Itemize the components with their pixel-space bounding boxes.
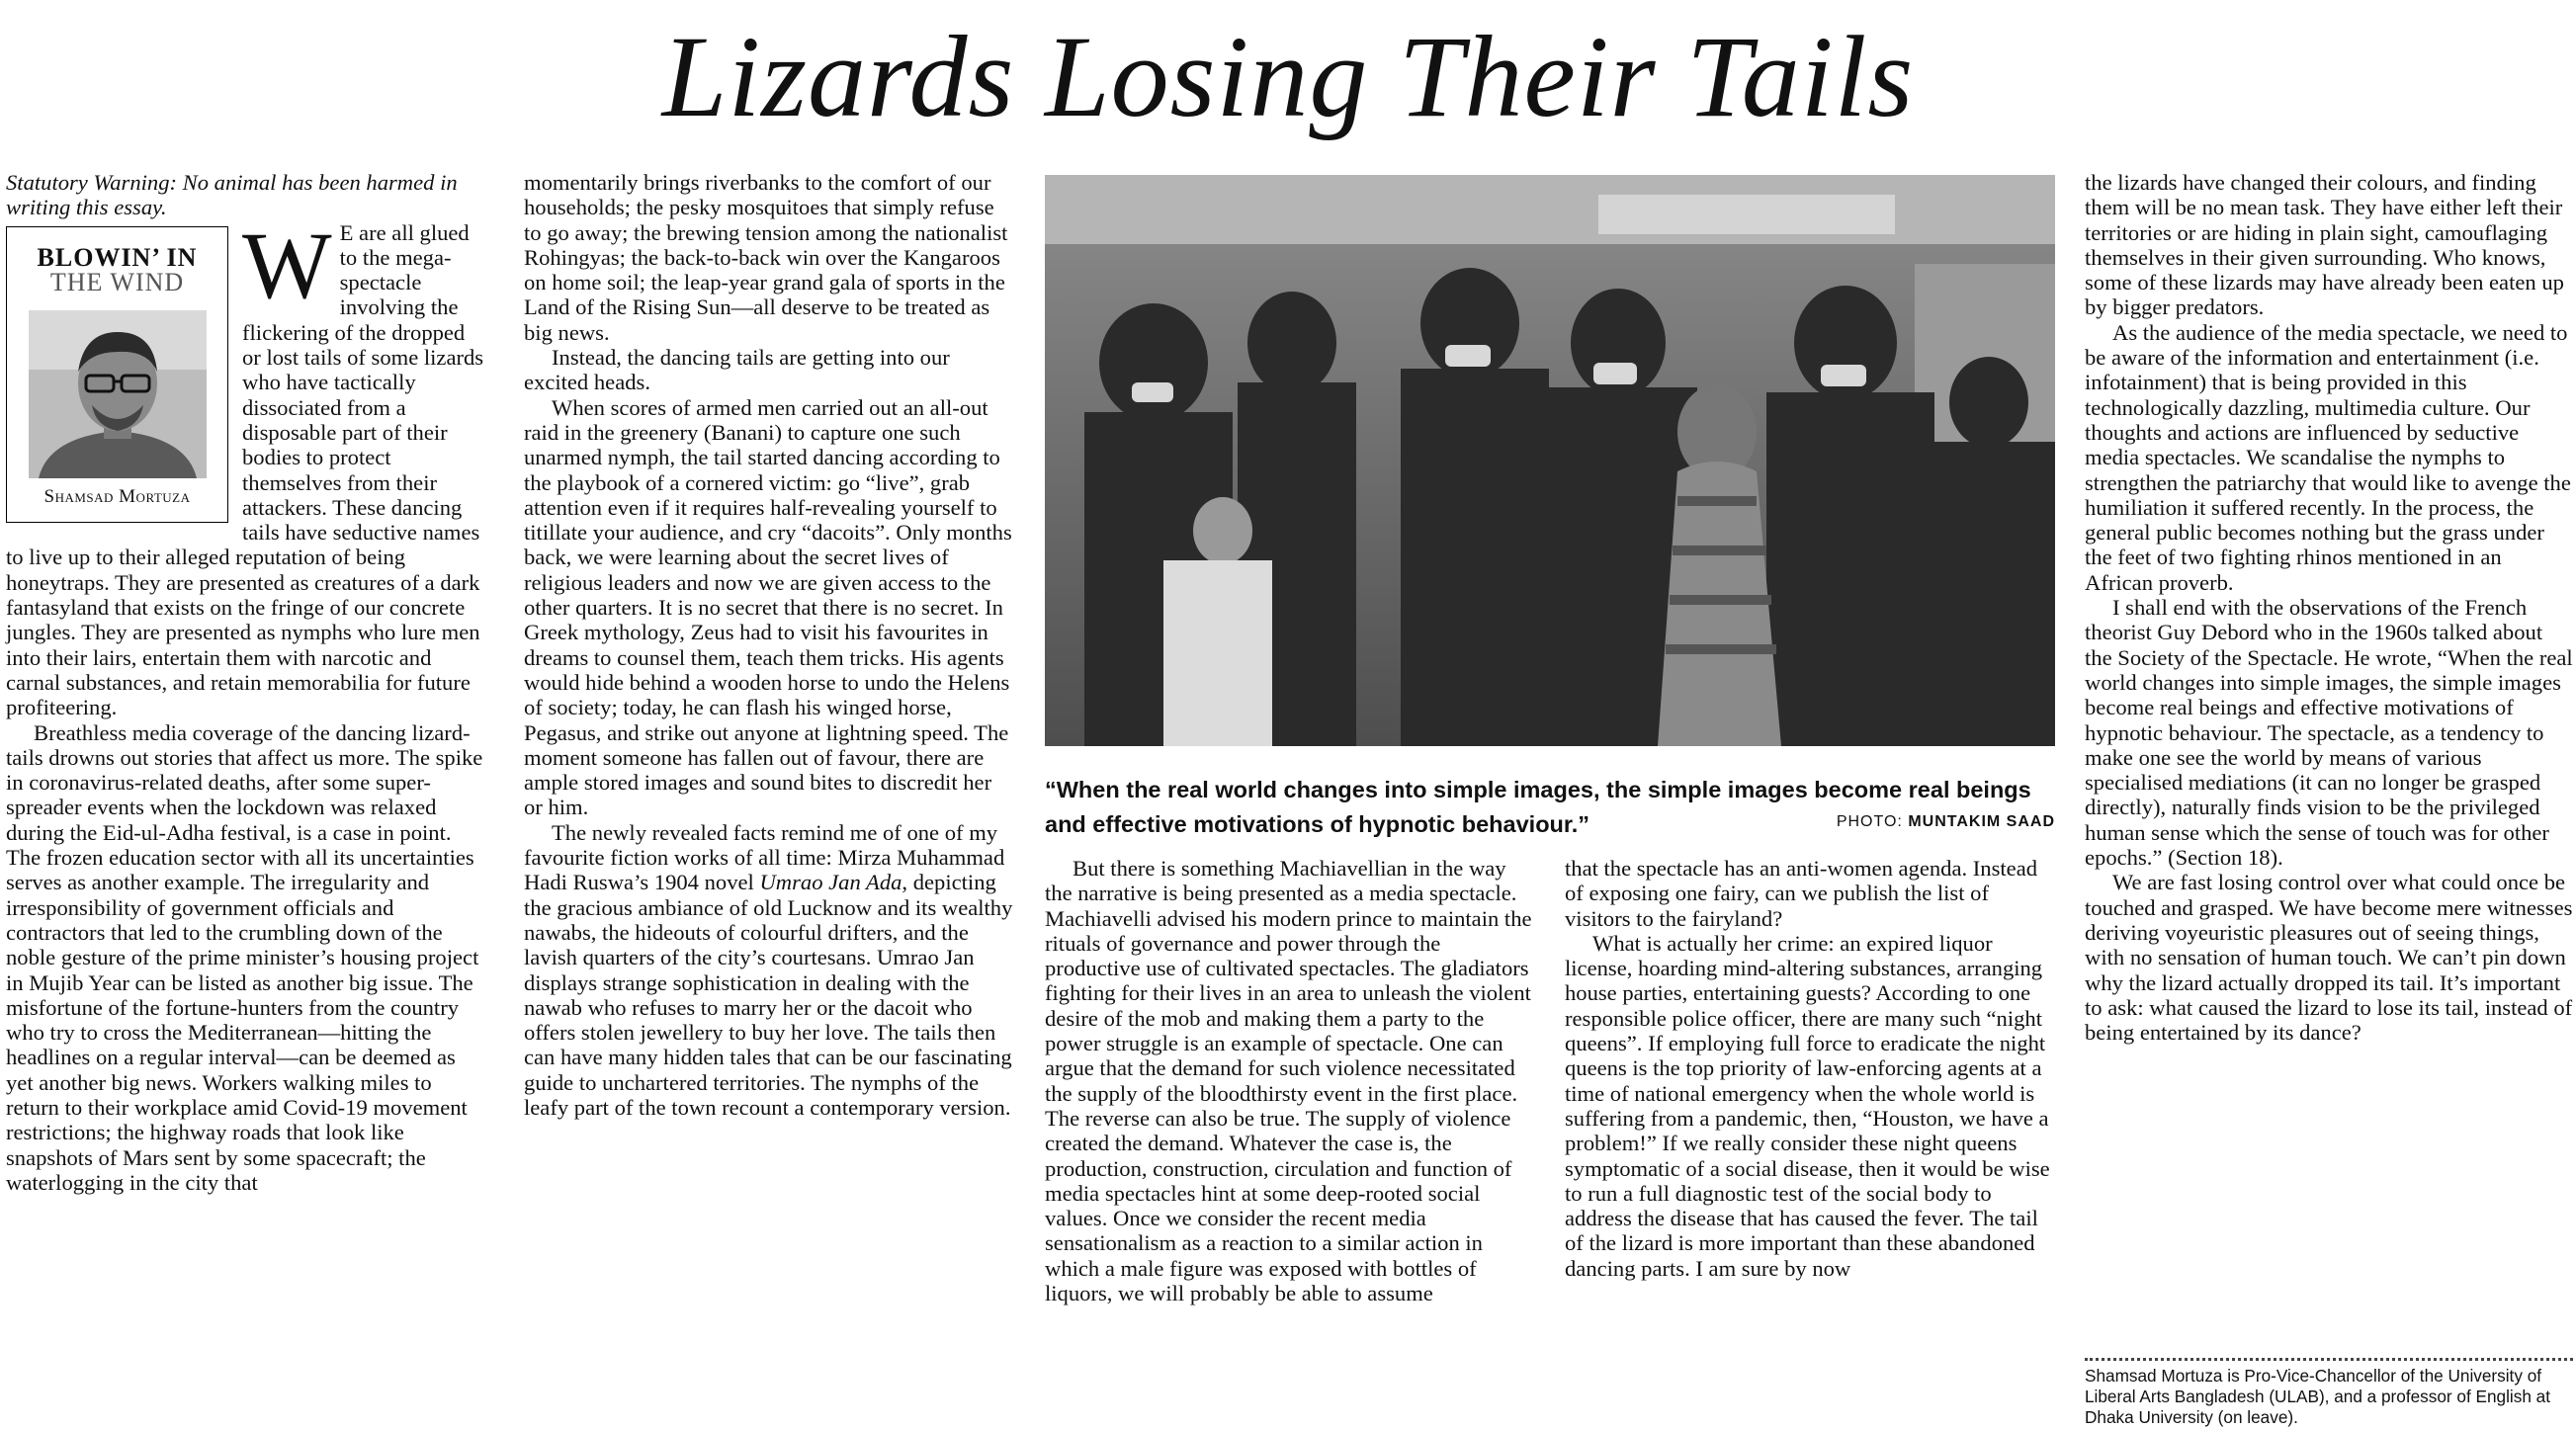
paragraph: that the spectacle has an anti-women agenda. Instead of exposing one fairy, can we publish the list of visitors to the fairyland?	[1565, 856, 2038, 931]
dropcap: W	[242, 211, 332, 318]
article-column-3	[1045, 856, 1537, 1305]
text: , depicting the gracious ambiance of old Lucknow and its wealthy nawabs, the hideouts of colourful drifters, and the lavish quarters of the city’s courtesans. Umrao Jan displays strange sophistication in dealing with the nawab who refuses to marry her or the dacoit who offers stolen jewellery to buy her love. The tails then can have many hidden tales that can be our fascinating guide to unchartered territories. The nymphs of the leafy part of the town recount a contemporary version.	[524, 870, 1013, 1120]
news-photo	[1045, 175, 2055, 746]
paragraph: What is actually her crime: an expired liquor license, hoarding mind-altering substances, arranging house parties, entertaining guests? According to one responsible police officer, there are many such “night queens”. If employing full force to eradicate the night queens is the top priority of law-enforcing agents at a time of national emergency when the whole world is suffering from a pandemic, then, “Houston, we have a problem!” If we really consider these night queens symptomatic of a social disease, then it would be wise to run a full diagnostic test of the social body to address the disease that has caused the fever. The tail of the lizard is more important than these abandoned dancing parts. I am sure by now	[1565, 930, 2050, 1281]
novel-title: Umrao Jan Ada	[759, 870, 902, 895]
author-portrait	[29, 310, 207, 478]
photo-credit	[1837, 813, 2055, 831]
photo-credit-name: MUNTAKIM SAAD	[1908, 813, 2055, 830]
photo-credit-label: PHOTO:	[1836, 813, 1903, 830]
column-badge	[6, 226, 228, 523]
article-column-4	[1565, 856, 2057, 1281]
column-title-line2: THE WIND	[49, 267, 185, 296]
paragraph: I shall end with the observations of the French theorist Guy Debord who in the 1960s talked about the Society of the Spectacle. He wrote, “When the real world changes into simple images, the simple images become real beings and effective motivations of hypnotic behaviour. The spectacle, as a tendency to make one see the world by means of various specialised mediations (it can no longer be grasped directly), naturally finds vision to be the privileged human sense which the sense of touch was for other epochs.” (Section 18).	[2085, 595, 2573, 871]
portrait-illustration	[29, 310, 207, 478]
paragraph: Breathless media coverage of the dancing lizard-tails drowns out stories that affect us more. The spike in coronavirus-related deaths, after some super-spreader events when the lockdown was relaxed during the Eid-ul-Adha festival, is a case in point. The frozen education sector with all its uncertainties serves as another example. The irregularity and irresponsibility of government officials and contractors that led to the crumbling down of the noble gesture of the prime minister’s housing project in Mujib Year can be listed as another big issue. The misfortune of the fortune-hunters from the country who try to cross the Mediterranean—hitting the headlines on a regular interval—can be deemed as yet another big news. Workers walking miles to return to their workplace amid Covid-19 movement restrictions; the highway roads that look like snapshots of Mars sent by some spacecraft; the waterlogging in the city that	[6, 719, 483, 1195]
column-author-name: Shamsad Mortuza	[43, 486, 191, 508]
headline: Lizards Losing Their Tails	[661, 12, 1915, 141]
paragraph: We are fast losing control over what could once be touched and grasped. We have become mere witnesses deriving voyeuristic pleasures out of seeing things, with no sensation of human touch. We can’t pin down why the lizard actually dropped its tail. It’s important to ask: what caused the lizard to lose its tail, instead of being entertained by its dance?	[2085, 870, 2573, 1046]
paragraph	[524, 820, 1015, 1121]
paragraph: the lizards have changed their colours, and finding them will be no mean task. They have either left their territories or are hiding in plain sight, camouflaging themselves in their given surrounding. Who knows, some of these lizards may have already been eaten up by bigger predators.	[2085, 170, 2564, 320]
author-bio: Shamsad Mortuza is Pro-Vice-Chancellor of the University of Liberal Arts Bangladesh (ULAB), and a professor of English at Dhaka University (on leave).	[2085, 1366, 2551, 1427]
lead-text: E are all glued to the mega-spectacle involving the flickering of the dropped or lost tails of some lizards who have tactically dissociated from a disposable part of their bodies to protect themselves from their attackers. These dancing tails have seductive names to live up to their alleged reputation of being honeytraps. They are presented as creatures of a dark fantasyland that exists on the fringe of our concrete jungles. They are presented as nymphs who lure men into their lairs, entertain them with narcotic and carnal substances, and retain memorabilia for future profiteering.	[6, 219, 484, 720]
bio-divider	[2085, 1358, 2573, 1361]
article-column-1	[6, 170, 488, 1195]
paragraph: As the audience of the media spectacle, we need to be aware of the information and entertainment (i.e. infotainment) that is being provided in this technologically dazzling, multimedia culture. Our thoughts and actions are influenced by seductive media spectacles. We scandalise the nymphs to strengthen the patriarchy that would like to avenge the humiliation it suffered recently. In the process, the general public becomes nothing but the grass under the feet of two fighting rhinos mentioned in an African proverb.	[2085, 319, 2571, 595]
paragraph: When scores of armed men carried out an all-out raid in the greenery (Banani) to capture one such unarmed nymph, the tail started dancing according to the playbook of a cornered victim: go “live”, grab attention even if it requires half-revealing yourself to titillate your audience, and cry “dacoits”. Only months back, we were learning about the secret lives of religious leaders and now we are given access to the other quarters. It is no secret that there is no secret. In Greek mythology, Zeus had to visit his favourites in dreams to counsel them, teach them tricks. His agents would hide behind a wooden horse to undo the Helens of society; today, he can flash his winged horse, Pegasus, and strike out anyone at lightning speed. The moment someone has fallen out of favour, there are ample stored images and sound bites to discredit her or him.	[524, 394, 1012, 820]
photo-illustration	[1045, 175, 2055, 746]
paragraph: momentarily brings riverbanks to the comfort of our households; the pesky mosquitoes that simply refuse to go away; the brewing tension among the nationalist Rohingyas; the back-to-back win over the Kangaroos on home soil; the leap-year grand gala of sports in the Land of the Rising Sun—all deserve to be treated as big news.	[524, 170, 1008, 345]
text: The newly revealed facts remind me of one of my favourite fiction works of all time: Mirza Muhammad Hadi Ruswa’s 1904 novel	[524, 819, 1005, 895]
paragraph: But there is something Machiavellian in the way the narrative is being presented as a media spectacle. Machiavelli advised his modern prince to maintain the rituals of governance and power through the productive use of cultivated spectacles. The gladiators fighting for their lives in an area to unleash the violent desire of the mob and making them a party to the power struggle is an example of spectacle. One can argue that the demand for such violence necessitated the supply of the bloodthirsty event in the first place. The reverse can also be true. The supply of violence created the demand. Whatever the case is, the production, construction, circulation and function of media spectacles hint at some deep-rooted social values. Once we consider the recent media sensationalism as a reaction to a similar action in which a male figure was exposed with bottles of liquors, we will probably be able to assume	[1045, 856, 1532, 1306]
statutory-warning: Statutory Warning: No animal has been harmed in writing this essay.	[6, 170, 458, 220]
article-column-5	[2085, 170, 2573, 1045]
paragraph: Instead, the dancing tails are getting into our excited heads.	[524, 345, 950, 395]
photo-caption: “When the real world changes into simple images, the simple images become real beings and effective motivations of hypnotic behaviour.”	[1045, 777, 2031, 837]
column-title-line1: BLOWIN’ IN	[37, 242, 198, 272]
article-column-2	[524, 170, 1015, 1120]
